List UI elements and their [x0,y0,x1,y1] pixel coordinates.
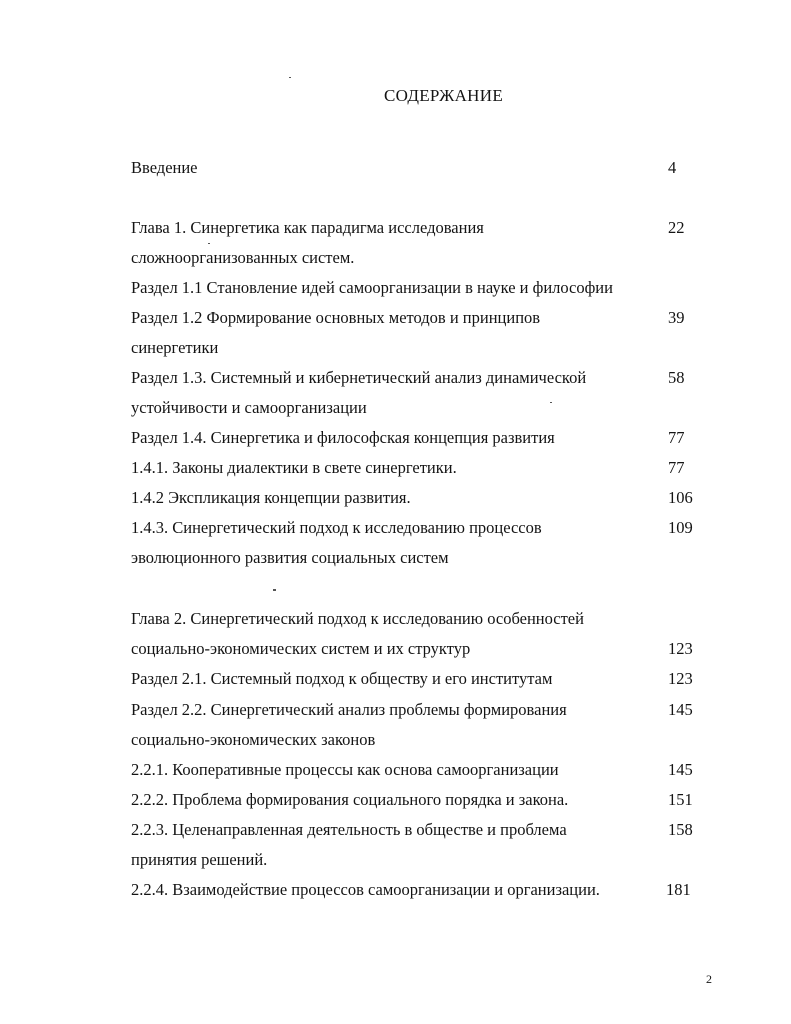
toc-entry-text: 1.4.3. Синергетический подход к исследованию процессов [131,518,542,537]
toc-entry-page: 106 [668,488,693,507]
toc-entry-page: 158 [668,820,693,839]
toc-entry-page: 123 [668,669,693,688]
toc-entry-text: принятия решений. [131,850,268,869]
toc-entry-text: социально-экономических законов [131,730,376,749]
toc-entry-text: 1.4.2 Экспликация концепции развития. [131,488,411,507]
toc-entry-text: 2.2.3. Целенаправленная деятельность в обществе и проблема [131,820,567,839]
toc-entry-text: Раздел 2.1. Системный подход к обществу и его институтам [131,669,553,688]
toc-entry-page: 77 [668,428,685,447]
toc-entry-text: Раздел 1.2 Формирование основных методов и принципов [131,308,541,327]
toc-entry-text: Раздел 2.2. Синергетический анализ проблемы формирования [131,700,567,719]
toc-entry-page: 109 [668,518,693,537]
toc-entry-page: 39 [668,308,685,327]
toc-entry-text: Введение [131,158,198,177]
toc-entry-page: 22 [668,218,685,237]
toc-entry-text: 2.2.1. Кооперативные процессы как основа самоорганизации [131,760,559,779]
toc-entry-text: 1.4.1. Законы диалектики в свете синергетики. [131,458,457,477]
toc-entry-page: 4 [668,158,677,177]
toc-entry-page: 151 [668,790,693,809]
toc-entry-text: Раздел 1.4. Синергетика и философская концепция развития [131,428,555,447]
toc-entry-text: социально-экономических систем и их структур [131,639,471,658]
scan-speck [550,402,552,403]
toc-entry-page: 145 [668,760,693,779]
toc-entry-text: 2.2.2. Проблема формирования социального порядка и закона. [131,790,569,809]
toc-entry-text: синергетики [131,338,219,357]
toc-entry-text: устойчивости и самоорганизации [131,398,367,417]
scan-speck [273,589,276,591]
toc-entry-page: 77 [668,458,685,477]
toc-entry-text: эволюционного развития социальных систем [131,548,449,567]
toc-entry-page: 58 [668,368,685,387]
page-number: 2 [706,972,712,986]
toc-entry-page: 181 [666,880,691,899]
toc-entry-text: Глава 2. Синергетический подход к исследованию особенностей [131,609,584,628]
scan-speck [208,243,210,244]
toc-entry-text: Глава 1. Синергетика как парадигма исследования [131,218,484,237]
toc-entry-text: Раздел 1.1 Становление идей самоорганизации в науке и философии [131,278,613,297]
toc-entry-text: сложноорганизованных систем. [131,248,355,267]
toc-entry-text: 2.2.4. Взаимодействие процессов самоорганизации и организации. [131,880,600,899]
page-title: СОДЕРЖАНИЕ [383,86,504,105]
scan-speck [289,77,291,78]
toc-entry-page: 123 [668,639,693,658]
toc-entry-text: Раздел 1.3. Системный и кибернетический анализ динамической [131,368,587,387]
toc-entry-page: 145 [668,700,693,719]
